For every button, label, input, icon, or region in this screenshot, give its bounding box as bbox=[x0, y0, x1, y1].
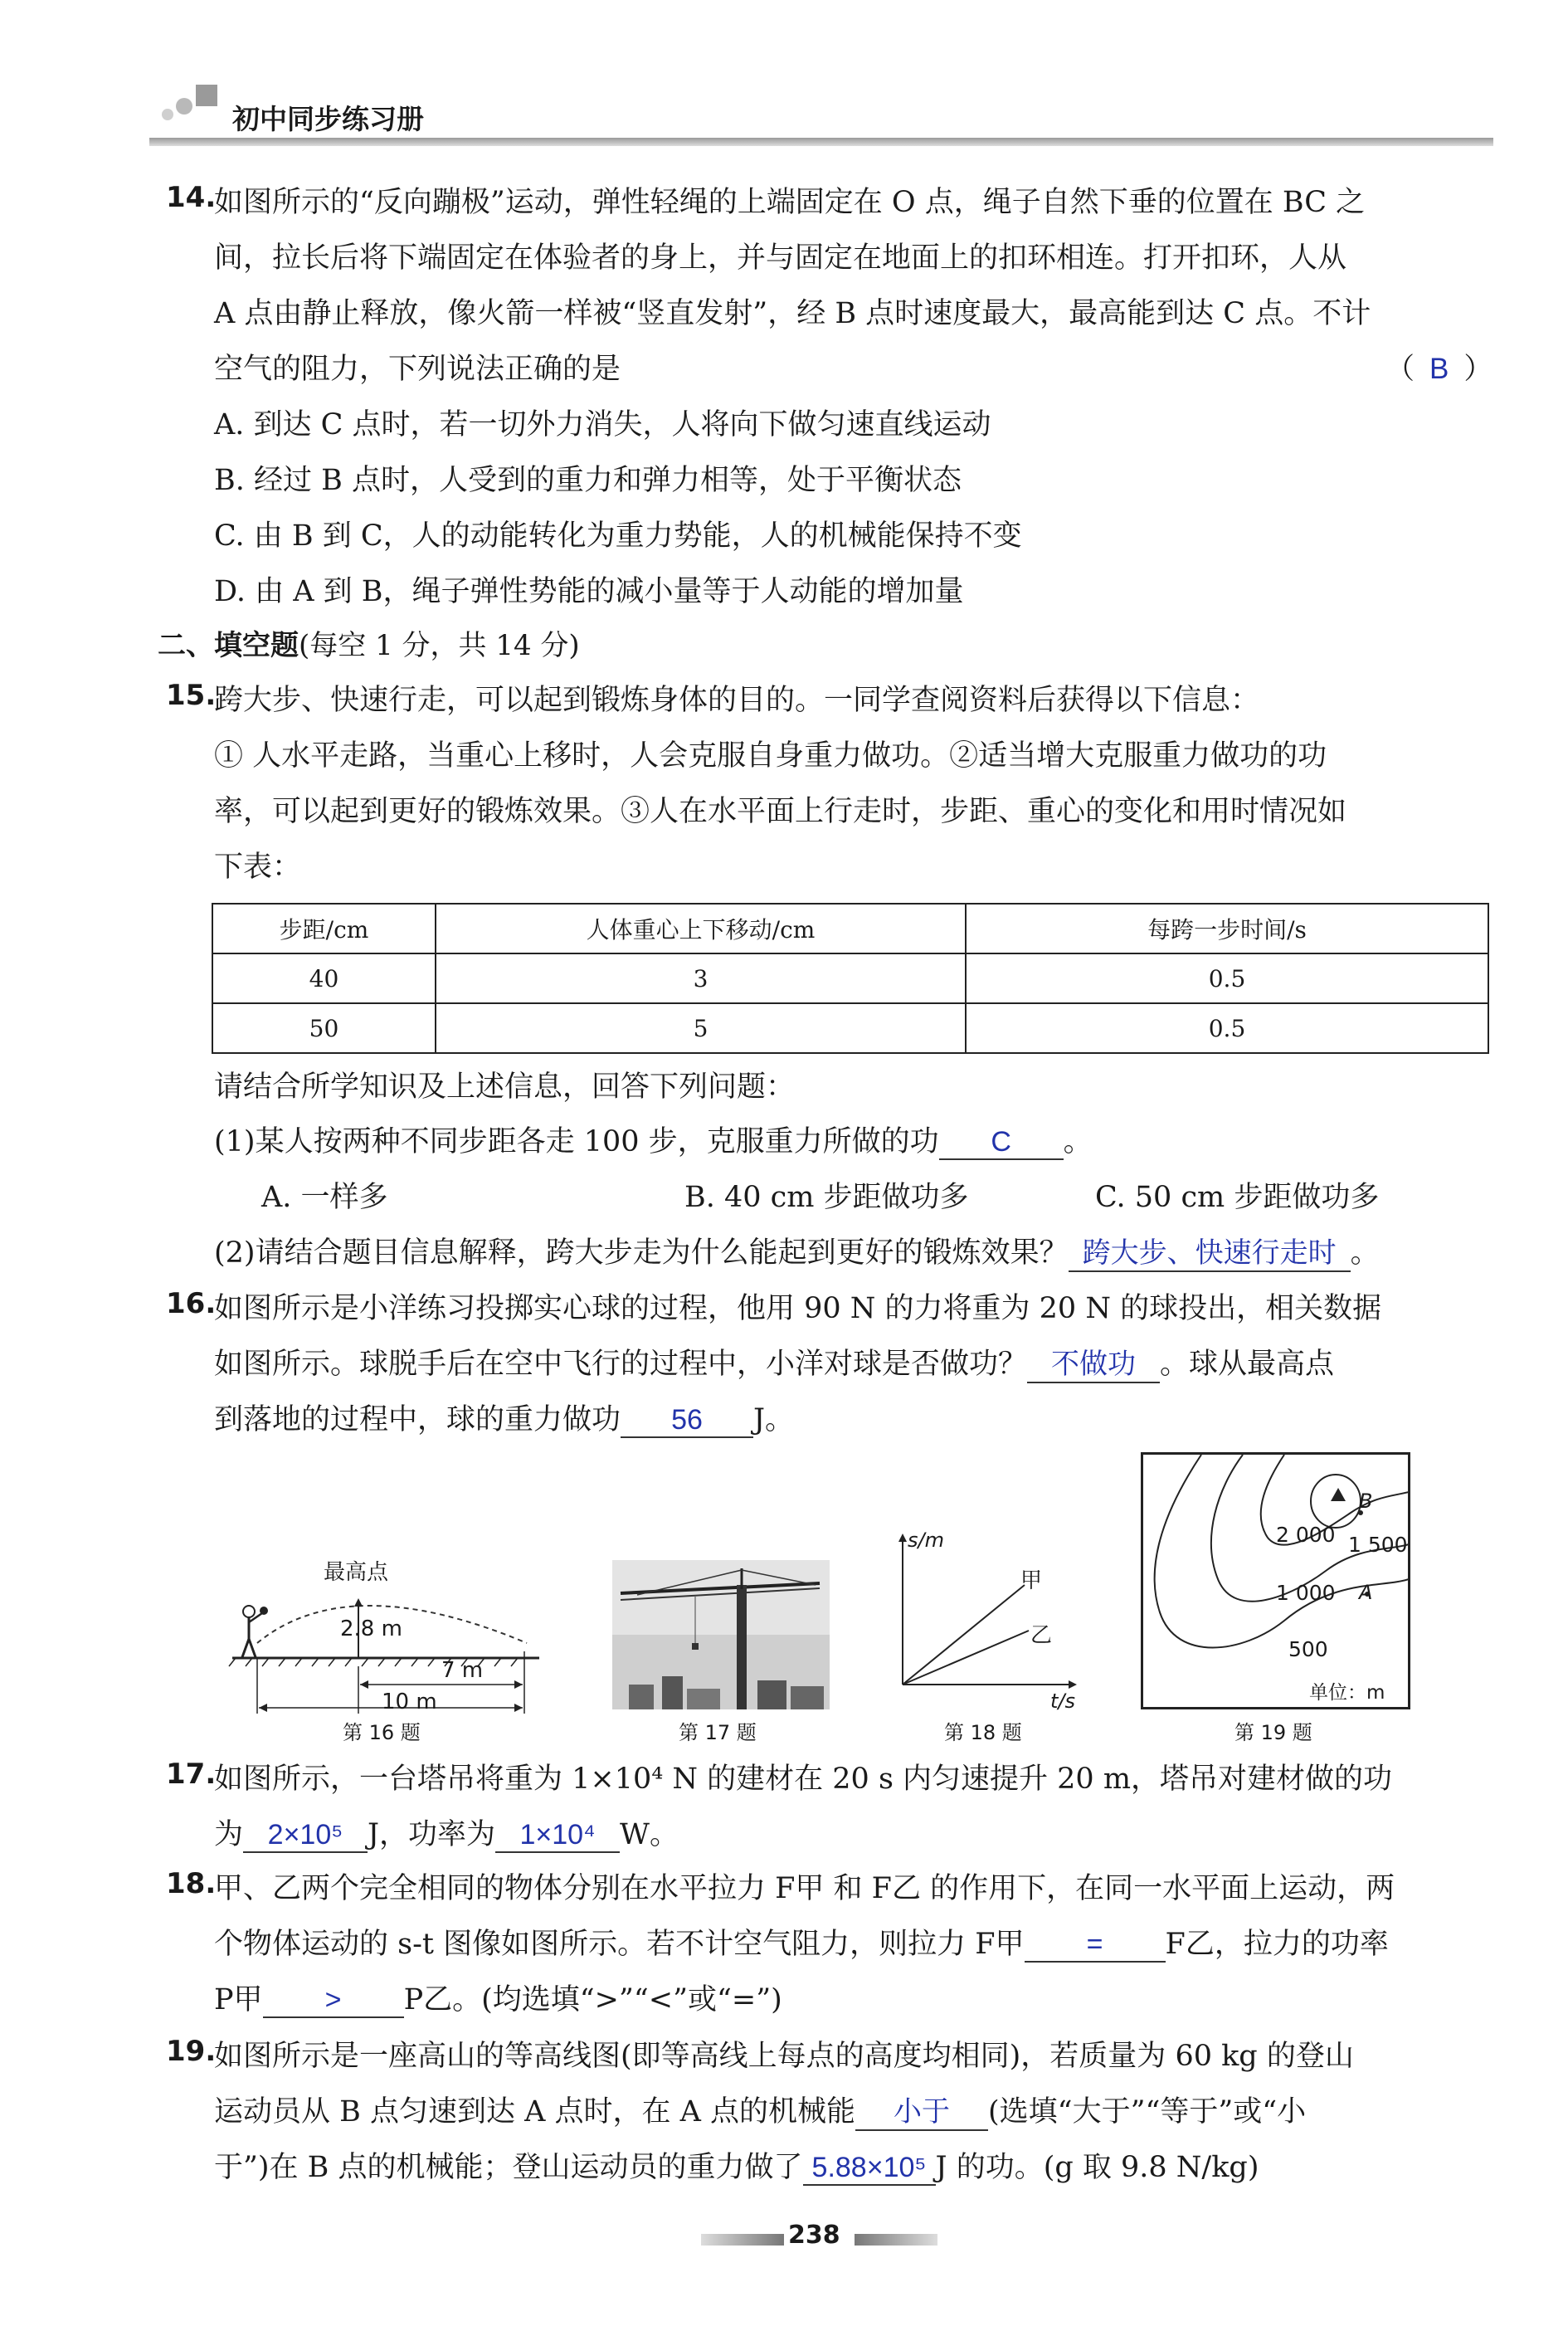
unit-label: 单位：m bbox=[1309, 1682, 1385, 1704]
contour-500-label: 500 bbox=[1288, 1637, 1328, 1661]
header-rule bbox=[149, 138, 1493, 146]
data-table bbox=[212, 903, 1489, 1054]
contour-1000-label: 1 000 bbox=[1276, 1581, 1336, 1605]
text-segment: (选填“大于”“等于”或“小 bbox=[988, 2095, 1307, 2129]
label-distance-7: 7 m bbox=[441, 1658, 484, 1683]
question-text bbox=[214, 1921, 1389, 1963]
figure-16 bbox=[224, 1552, 556, 1718]
question-text: 甲、乙两个完全相同的物体分别在水平拉力 F甲 和 F乙 的作用下，在同一水平面上运动，两 bbox=[214, 1872, 1395, 1905]
paren-right: ） bbox=[1463, 353, 1493, 386]
footer-bar-right-icon bbox=[855, 2234, 937, 2246]
table-cell: 50 bbox=[212, 1003, 436, 1053]
table-cell: 5 bbox=[436, 1003, 966, 1053]
question-text: 下表： bbox=[214, 851, 302, 884]
question-number: 16. bbox=[166, 1287, 217, 1320]
question-text bbox=[214, 2089, 1306, 2131]
answer-blank: 1×10⁴ bbox=[495, 1819, 620, 1853]
paren-left: （ bbox=[1385, 353, 1415, 386]
text-segment: P甲 bbox=[214, 1983, 263, 2016]
text-segment: J。 bbox=[753, 1403, 795, 1436]
figure-16-caption: 第 16 题 bbox=[343, 1721, 421, 1744]
question-text bbox=[214, 1812, 679, 1853]
question-text: ① 人水平走路，当重心上移时，人会克服自身重力做功。②适当增大克服重力做功的功 bbox=[214, 739, 1327, 773]
text-segment: 。球从最高点 bbox=[1160, 1348, 1335, 1381]
answer-paren bbox=[1385, 346, 1493, 388]
answer-blank: 5.88×10⁵ bbox=[803, 2152, 936, 2186]
option-c: C. 由 B 到 C，人的动能转化为重力势能，人的机械能保持不变 bbox=[214, 519, 1022, 553]
point-b-label: B bbox=[1359, 1490, 1373, 1513]
answer-blank: 2×10⁵ bbox=[243, 1819, 368, 1853]
question-number: 17. bbox=[166, 1758, 217, 1791]
punctuation: 。 bbox=[1350, 1236, 1380, 1270]
answer-blank: 不做功 bbox=[1027, 1341, 1160, 1383]
contour-2000-label: 2 000 bbox=[1276, 1523, 1336, 1547]
text-segment: 到落地的过程中，球的重力做功 bbox=[214, 1403, 621, 1436]
answer-blank: 跨大步、快速行走时 bbox=[1069, 1230, 1351, 1272]
table-header: 人体重心上下移动/cm bbox=[436, 904, 966, 953]
text-segment: 于”)在 B 点的机械能；登山运动员的重力做了 bbox=[214, 2151, 803, 2184]
question-number: 15. bbox=[166, 679, 217, 712]
table-cell: 3 bbox=[436, 953, 966, 1003]
answer-blank: 小于 bbox=[855, 2089, 988, 2131]
question-text: 如图所示是小洋练习投掷实心球的过程，他用 90 N 的力将重为 20 N 的球投出，相关数据 bbox=[214, 1292, 1382, 1325]
question-text bbox=[214, 2144, 1259, 2186]
text-segment: P乙。(均选填“>”“<”或“=”) bbox=[403, 1983, 782, 2016]
section-title: 二、填空题 bbox=[158, 629, 299, 662]
answer-blank: C bbox=[939, 1126, 1064, 1160]
question-text: 跨大步、快速行走，可以起到锻炼身体的目的。一同学查阅资料后获得以下信息： bbox=[214, 684, 1260, 717]
question-number: 14. bbox=[166, 181, 217, 214]
section-note: (每空 1 分，共 14 分) bbox=[299, 629, 580, 662]
table-row bbox=[212, 1003, 1488, 1053]
figure-18-caption: 第 18 题 bbox=[944, 1721, 1022, 1744]
text-segment: 为 bbox=[214, 1818, 244, 1851]
question-text: 间，拉长后将下端固定在体验者的身上，并与固定在地面上的扣环相连。打开扣环，人从 bbox=[214, 241, 1347, 275]
question-text: 空气的阻力，下列说法正确的是 bbox=[214, 353, 621, 386]
question-text: 如图所示，一台塔吊将重为 1×10⁴ N 的建材在 20 s 内匀速提升 20 m，塔吊对建材做的功 bbox=[214, 1763, 1393, 1796]
y-axis-label: s/m bbox=[908, 1529, 944, 1552]
question-text bbox=[214, 1397, 794, 1438]
text-segment: 个物体运动的 s-t 图像如图所示。若不计空气阻力，则拉力 F甲 bbox=[214, 1928, 1025, 1961]
line-label-jia: 甲 bbox=[1020, 1568, 1043, 1593]
text-segment: J 的功。(g 取 9.8 N/kg) bbox=[935, 2151, 1259, 2184]
option-d: D. 由 A 到 B，绳子弹性势能的减小量等于人动能的增加量 bbox=[214, 575, 964, 608]
point-a-label: A bbox=[1359, 1581, 1373, 1604]
question-text bbox=[214, 1341, 1334, 1383]
answer-blank: 56 bbox=[621, 1404, 753, 1438]
answer-blank: = bbox=[1025, 1929, 1166, 1963]
figure-19-caption: 第 19 题 bbox=[1234, 1721, 1312, 1744]
page-number: 238 bbox=[788, 2221, 840, 2250]
subquestion-text: (2)请结合题目信息解释，跨大步走为什么能起到更好的锻炼效果？ bbox=[214, 1236, 1069, 1270]
footer-bar-left-icon bbox=[701, 2234, 784, 2246]
table-header: 每跨一步时间/s bbox=[966, 904, 1488, 953]
section-heading bbox=[158, 622, 580, 663]
text-segment: 运动员从 B 点匀速到达 A 点时，在 A 点的机械能 bbox=[214, 2095, 856, 2129]
label-distance-10: 10 m bbox=[382, 1690, 437, 1714]
question-text: A 点由静止释放，像火箭一样被“竖直发射”，经 B 点时速度最大，最高能到达 C 点。不计 bbox=[214, 297, 1371, 330]
figure-18 bbox=[888, 1527, 1087, 1718]
text-segment: W。 bbox=[620, 1818, 679, 1851]
x-axis-label: t/s bbox=[1050, 1690, 1075, 1713]
question-text: 率，可以起到更好的锻炼效果。③人在水平面上行走时，步距、重心的变化和用时情况如 bbox=[214, 795, 1347, 828]
figure-19 bbox=[1141, 1452, 1410, 1709]
question-number: 18. bbox=[166, 1867, 217, 1900]
tower-crane-photo-icon bbox=[612, 1560, 830, 1709]
question-number: 19. bbox=[166, 2035, 217, 2068]
question-prompt: 请结合所学知识及上述信息，回答下列问题： bbox=[214, 1070, 796, 1104]
figure-17-caption: 第 17 题 bbox=[679, 1721, 757, 1744]
subquestion-text: (1)某人按两种不同步距各走 100 步，克服重力所做的功 bbox=[214, 1125, 939, 1158]
subquestion-2 bbox=[214, 1230, 1380, 1272]
header-decoration-icon bbox=[158, 83, 224, 124]
text-segment: J，功率为 bbox=[368, 1818, 496, 1851]
option-b: B. 40 cm 步距做功多 bbox=[684, 1181, 969, 1214]
text-segment: F乙，拉力的功率 bbox=[1165, 1928, 1389, 1961]
option-a: A. 到达 C 点时，若一切外力消失，人将向下做匀速直线运动 bbox=[214, 408, 991, 441]
table-cell: 40 bbox=[212, 953, 436, 1003]
table-cell: 0.5 bbox=[966, 953, 1488, 1003]
table-cell: 0.5 bbox=[966, 1003, 1488, 1053]
contour-1500-label: 1 500 bbox=[1348, 1533, 1408, 1557]
figure-17 bbox=[612, 1560, 830, 1709]
subquestion-1 bbox=[214, 1119, 1093, 1160]
option-a: A. 一样多 bbox=[261, 1181, 388, 1214]
option-c: C. 50 cm 步距做功多 bbox=[1095, 1181, 1380, 1214]
question-text: 如图所示的“反向蹦极”运动，弹性轻绳的上端固定在 O 点，绳子自然下垂的位置在 BC 之 bbox=[214, 186, 1366, 219]
label-height: 2.8 m bbox=[340, 1616, 402, 1641]
question-text: 如图所示是一座高山的等高线图(即等高线上每点的高度均相同)，若质量为 60 kg 的登山 bbox=[214, 2040, 1354, 2073]
table-header: 步距/cm bbox=[212, 904, 436, 953]
label-highest-point: 最高点 bbox=[324, 1560, 389, 1585]
line-label-yi: 乙 bbox=[1030, 1623, 1053, 1648]
table-header-row bbox=[212, 904, 1488, 953]
question-text bbox=[214, 1977, 782, 2018]
option-b: B. 经过 B 点时，人受到的重力和弹力相等，处于平衡状态 bbox=[214, 464, 962, 497]
punctuation: 。 bbox=[1063, 1125, 1093, 1158]
answer-blank: > bbox=[263, 1984, 404, 2018]
table-row bbox=[212, 953, 1488, 1003]
text-segment: 如图所示。球脱手后在空中飞行的过程中，小洋对球是否做功？ bbox=[214, 1348, 1028, 1381]
header-title: 初中同步练习册 bbox=[232, 103, 424, 135]
answer-choice: B bbox=[1429, 353, 1449, 385]
